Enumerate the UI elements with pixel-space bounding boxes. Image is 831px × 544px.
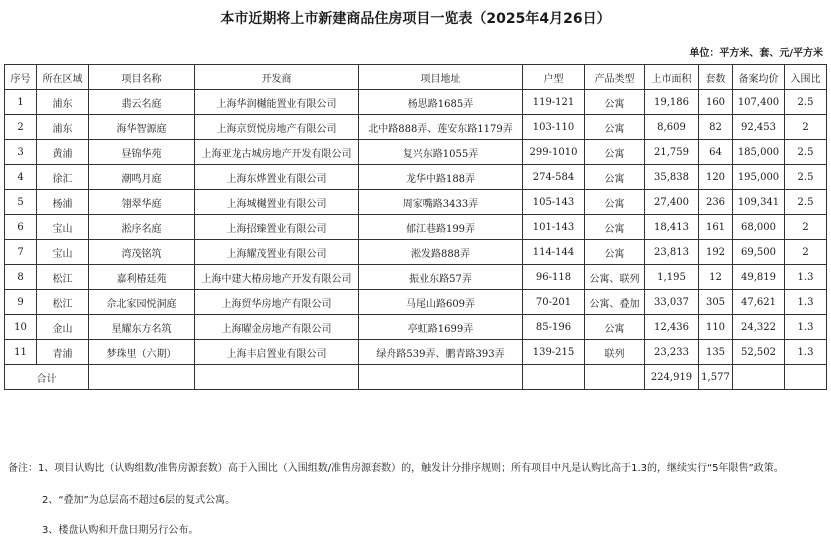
- cell-area: 23,813: [645, 240, 699, 265]
- cell-developer: 上海贸华房地产有限公司: [195, 290, 359, 315]
- cell-district: 金山: [37, 315, 89, 340]
- cell-index: 5: [5, 190, 37, 215]
- cell-units: 110: [699, 315, 733, 340]
- cell-address: 北中路888弄、莲安东路1179弄: [359, 115, 523, 140]
- cell-project-name: 星耀东方名筑: [89, 315, 195, 340]
- cell-unit-type: 96-118: [523, 265, 585, 290]
- cell-district: 浦东: [37, 90, 89, 115]
- cell-ratio: 1.3: [785, 290, 827, 315]
- total-empty-cell: [785, 365, 827, 390]
- cell-unit-type: 101-143: [523, 215, 585, 240]
- cell-avg-price: 69,500: [733, 240, 785, 265]
- cell-index: 6: [5, 215, 37, 240]
- cell-ratio: 1.3: [785, 265, 827, 290]
- note-2: 2、“叠加”为总层高不超过6层的复式公寓。: [42, 495, 236, 506]
- cell-developer: 上海中建大椿房地产开发有限公司: [195, 265, 359, 290]
- cell-project-name: 淞序名庭: [89, 215, 195, 240]
- cell-developer: 上海亚龙古城房地产开发有限公司: [195, 140, 359, 165]
- cell-unit-type: 105-143: [523, 190, 585, 215]
- cell-area: 19,186: [645, 90, 699, 115]
- cell-project-name: 潮鸣月庭: [89, 165, 195, 190]
- cell-product-type: 公寓: [585, 315, 645, 340]
- cell-district: 宝山: [37, 215, 89, 240]
- cell-units: 236: [699, 190, 733, 215]
- cell-district: 黄浦: [37, 140, 89, 165]
- cell-project-name: 嘉利椿廷苑: [89, 265, 195, 290]
- cell-district: 青浦: [37, 340, 89, 365]
- cell-address: 复兴东路1055弄: [359, 140, 523, 165]
- total-empty-cell: [359, 365, 523, 390]
- header-units: 套数: [699, 65, 733, 90]
- cell-index: 1: [5, 90, 37, 115]
- header-area: 上市面积: [645, 65, 699, 90]
- note-3: 3、楼盘认购和开盘日期另行公布。: [42, 525, 199, 536]
- cell-avg-price: 24,322: [733, 315, 785, 340]
- table-row: [5, 315, 827, 340]
- cell-address: 郁江巷路199弄: [359, 215, 523, 240]
- cell-index: 4: [5, 165, 37, 190]
- total-area: 224,919: [645, 365, 699, 390]
- cell-district: 杨浦: [37, 190, 89, 215]
- header-developer: 开发商: [195, 65, 359, 90]
- cell-developer: 上海曜金房地产有限公司: [195, 315, 359, 340]
- cell-avg-price: 52,502: [733, 340, 785, 365]
- cell-district: 浦东: [37, 115, 89, 140]
- cell-unit-type: 70-201: [523, 290, 585, 315]
- cell-address: 马尾山路609弄: [359, 290, 523, 315]
- header-address: 项目地址: [359, 65, 523, 90]
- cell-unit-type: 103-110: [523, 115, 585, 140]
- cell-units: 82: [699, 115, 733, 140]
- cell-area: 35,838: [645, 165, 699, 190]
- cell-address: 周家嘴路3433弄: [359, 190, 523, 215]
- cell-project-name: 梦珠里（六期）: [89, 340, 195, 365]
- cell-developer: 上海招臻置业有限公司: [195, 215, 359, 240]
- cell-district: 徐汇: [37, 165, 89, 190]
- cell-units: 120: [699, 165, 733, 190]
- table-row: [5, 115, 827, 140]
- total-empty-cell: [733, 365, 785, 390]
- note-1: 备注：1、项目认购比（认购组数/准售房源套数）高于入围比（入围组数/准售房源套数）的，触发计分排序规则；所有项目中凡是认购比高于1.3的，继续实行“5年限售”政策。: [8, 463, 784, 474]
- cell-index: 11: [5, 340, 37, 365]
- cell-avg-price: 107,400: [733, 90, 785, 115]
- page-title: 本市近期将上市新建商品住房项目一览表（2025年4月26日）: [220, 11, 611, 27]
- cell-product-type: 公寓、叠加: [585, 290, 645, 315]
- cell-product-type: 公寓: [585, 215, 645, 240]
- cell-address: 绿舟路539弄、鹏青路393弄: [359, 340, 523, 365]
- unit-label: 单位：平方米、套、元/平方米: [689, 48, 823, 59]
- cell-unit-type: 85-196: [523, 315, 585, 340]
- cell-developer: 上海城樾置业有限公司: [195, 190, 359, 215]
- cell-units: 12: [699, 265, 733, 290]
- cell-ratio: 2: [785, 115, 827, 140]
- table-row: [5, 340, 827, 365]
- cell-product-type: 公寓: [585, 165, 645, 190]
- header-unit-type: 户型: [523, 65, 585, 90]
- cell-developer: 上海华润樾能置业有限公司: [195, 90, 359, 115]
- cell-product-type: 公寓: [585, 240, 645, 265]
- cell-index: 3: [5, 140, 37, 165]
- table-row: [5, 90, 827, 115]
- cell-unit-type: 299-1010: [523, 140, 585, 165]
- total-empty-cell: [195, 365, 359, 390]
- cell-ratio: 2.5: [785, 90, 827, 115]
- cell-unit-type: 119-121: [523, 90, 585, 115]
- cell-units: 160: [699, 90, 733, 115]
- total-label: 合计: [5, 365, 89, 390]
- cell-index: 7: [5, 240, 37, 265]
- cell-developer: 上海丰启置业有限公司: [195, 340, 359, 365]
- table-row: [5, 240, 827, 265]
- cell-units: 161: [699, 215, 733, 240]
- cell-project-name: 佘北家园悦洞庭: [89, 290, 195, 315]
- cell-address: 亭虹路1699弄: [359, 315, 523, 340]
- cell-address: 龙华中路188弄: [359, 165, 523, 190]
- cell-units: 64: [699, 140, 733, 165]
- cell-avg-price: 47,621: [733, 290, 785, 315]
- cell-address: 淞发路888弄: [359, 240, 523, 265]
- cell-index: 9: [5, 290, 37, 315]
- cell-district: 宝山: [37, 240, 89, 265]
- cell-unit-type: 139-215: [523, 340, 585, 365]
- cell-area: 21,759: [645, 140, 699, 165]
- cell-index: 2: [5, 115, 37, 140]
- cell-developer: 上海耀茂置业有限公司: [195, 240, 359, 265]
- header-product-type: 产品类型: [585, 65, 645, 90]
- cell-index: 10: [5, 315, 37, 340]
- cell-avg-price: 68,000: [733, 215, 785, 240]
- header-district: 所在区域: [37, 65, 89, 90]
- cell-product-type: 公寓: [585, 140, 645, 165]
- cell-ratio: 2: [785, 215, 827, 240]
- cell-project-name: 翎翠华庭: [89, 190, 195, 215]
- total-empty-cell: [89, 365, 195, 390]
- cell-avg-price: 185,000: [733, 140, 785, 165]
- total-empty-cell: [585, 365, 645, 390]
- cell-project-name: 昼锦华苑: [89, 140, 195, 165]
- cell-address: 振业东路57弄: [359, 265, 523, 290]
- cell-developer: 上海京贸悦房地产有限公司: [195, 115, 359, 140]
- cell-ratio: 2.5: [785, 190, 827, 215]
- cell-product-type: 公寓: [585, 90, 645, 115]
- cell-product-type: 公寓: [585, 190, 645, 215]
- cell-ratio: 2: [785, 240, 827, 265]
- cell-ratio: 1.3: [785, 315, 827, 340]
- cell-avg-price: 92,453: [733, 115, 785, 140]
- header-index: 序号: [5, 65, 37, 90]
- cell-area: 33,037: [645, 290, 699, 315]
- cell-ratio: 2.5: [785, 165, 827, 190]
- cell-district: 松江: [37, 290, 89, 315]
- table-row: [5, 265, 827, 290]
- cell-area: 12,436: [645, 315, 699, 340]
- cell-units: 192: [699, 240, 733, 265]
- cell-unit-type: 114-144: [523, 240, 585, 265]
- header-project-name: 项目名称: [89, 65, 195, 90]
- table-header-row: [5, 65, 827, 90]
- total-row: [5, 365, 827, 390]
- table-row: [5, 215, 827, 240]
- cell-project-name: 湾茂铭筑: [89, 240, 195, 265]
- total-units: 1,577: [699, 365, 733, 390]
- table-body: [5, 90, 827, 365]
- cell-unit-type: 274-584: [523, 165, 585, 190]
- cell-product-type: 联列: [585, 340, 645, 365]
- cell-avg-price: 195,000: [733, 165, 785, 190]
- cell-product-type: 公寓: [585, 115, 645, 140]
- cell-area: 23,233: [645, 340, 699, 365]
- cell-avg-price: 109,341: [733, 190, 785, 215]
- cell-units: 305: [699, 290, 733, 315]
- table-row: [5, 140, 827, 165]
- cell-address: 杨思路1685弄: [359, 90, 523, 115]
- cell-project-name: 海华智源庭: [89, 115, 195, 140]
- cell-product-type: 公寓、联列: [585, 265, 645, 290]
- cell-district: 松江: [37, 265, 89, 290]
- cell-units: 135: [699, 340, 733, 365]
- cell-area: 1,195: [645, 265, 699, 290]
- table-row: [5, 190, 827, 215]
- cell-area: 18,413: [645, 215, 699, 240]
- header-avg-price: 备案均价: [733, 65, 785, 90]
- total-empty-cell: [523, 365, 585, 390]
- cell-ratio: 1.3: [785, 340, 827, 365]
- cell-avg-price: 49,819: [733, 265, 785, 290]
- cell-area: 8,609: [645, 115, 699, 140]
- cell-index: 8: [5, 265, 37, 290]
- cell-developer: 上海东烨置业有限公司: [195, 165, 359, 190]
- cell-project-name: 翡云名庭: [89, 90, 195, 115]
- project-table: [4, 64, 827, 390]
- cell-ratio: 2.5: [785, 140, 827, 165]
- cell-area: 27,400: [645, 190, 699, 215]
- table-row: [5, 165, 827, 190]
- table-row: [5, 290, 827, 315]
- header-ratio: 入围比: [785, 65, 827, 90]
